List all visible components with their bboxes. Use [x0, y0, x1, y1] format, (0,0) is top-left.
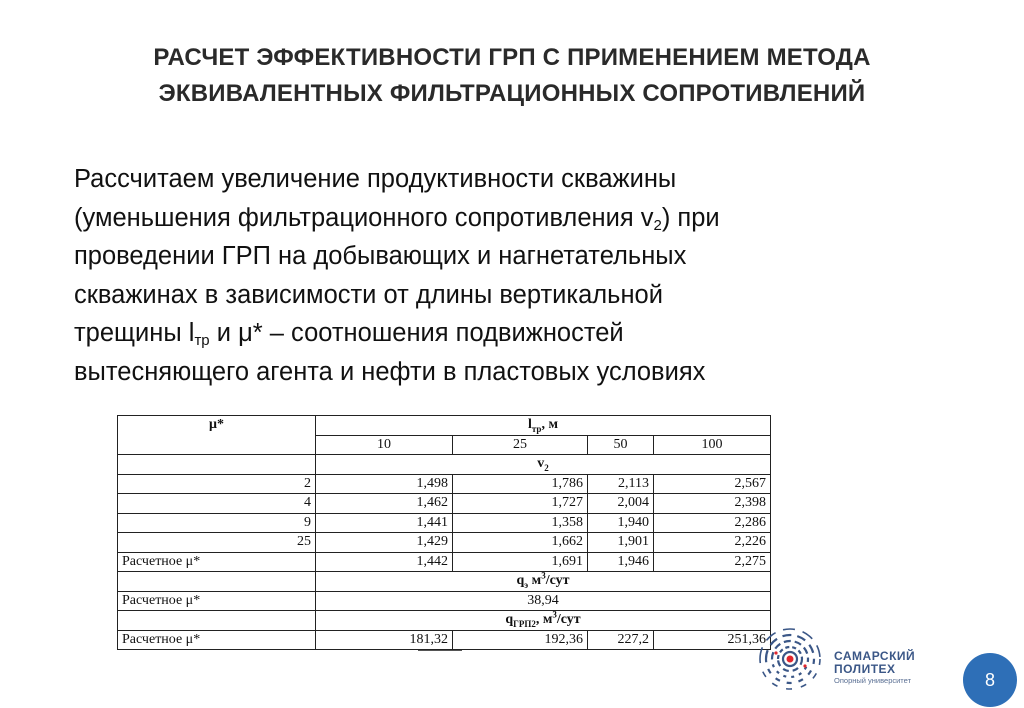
- slide-title: [0, 40, 1024, 112]
- v2-subscript: 2: [544, 463, 549, 474]
- calc-mu-value: 1,946: [588, 552, 654, 572]
- table-row: [118, 416, 771, 436]
- body-line-2: [74, 199, 934, 238]
- qgrp-value: 192,36: [453, 630, 588, 650]
- body-line-2-text: (уменьшения фильтрационного сопротивления v: [74, 203, 654, 232]
- calc-mu-value: 2,275: [654, 552, 771, 572]
- l-value: 10: [316, 435, 453, 455]
- q-unit: м: [528, 573, 542, 589]
- slide-title-line-2: ЭКВИВАЛЕНТНЫХ ФИЛЬТРАЦИОННЫХ СОПРОТИВЛЕНИЙ: [158, 80, 866, 107]
- logo-tagline: Опорный университет: [834, 676, 912, 685]
- v2-value: 1,940: [588, 513, 654, 533]
- empty-cell: [118, 455, 316, 475]
- l-value: 100: [654, 435, 771, 455]
- table-row: [118, 474, 771, 494]
- v2-value: 1,901: [588, 533, 654, 553]
- v2-value: 1,786: [453, 474, 588, 494]
- v2-value: 1,727: [453, 494, 588, 514]
- table-row: [118, 455, 771, 475]
- calc-mu-label: Расчетное μ*: [118, 552, 316, 572]
- qgrp-value: 181,32: [316, 630, 453, 650]
- v2-value: 2,286: [654, 513, 771, 533]
- body-line-2-text-end: ) при: [661, 203, 720, 232]
- q-subscript: э: [524, 580, 529, 591]
- logo-line-2: ПОЛИТЕХ: [834, 662, 896, 676]
- table-row: [118, 513, 771, 533]
- body-line-3: проведении ГРП на добывающих и нагнетательных: [74, 242, 687, 270]
- body-line-5: [74, 314, 934, 353]
- body-paragraph: [74, 160, 934, 391]
- body-line-2-subscript: 2: [653, 216, 662, 234]
- mu-value: 4: [118, 494, 316, 514]
- qgrp-unit: , м: [535, 612, 553, 628]
- body-line-5-text: трещины l: [74, 319, 195, 347]
- v2-value: 2,113: [588, 474, 654, 494]
- table-row: [118, 630, 771, 650]
- mu-value: 2: [118, 474, 316, 494]
- v2-value: 1,358: [453, 513, 588, 533]
- table-row: [118, 533, 771, 553]
- body-line-6: вытесняющего агента и нефти в пластовых условиях: [74, 357, 706, 386]
- q-symbol: q: [516, 573, 525, 589]
- v2-value: 2,226: [654, 533, 771, 553]
- l-header-subscript: тр: [531, 424, 542, 435]
- qgrp-superscript: 3: [552, 609, 557, 620]
- qgrp-subscript: ГРП2: [513, 619, 536, 630]
- empty-cell: [118, 572, 316, 592]
- v2-symbol: v: [537, 456, 545, 472]
- results-table: [117, 415, 771, 650]
- mu-header: μ*: [118, 416, 316, 455]
- l-header-symbol: l: [528, 417, 532, 433]
- v2-value: 2,567: [654, 474, 771, 494]
- qgrp-value: 251,36: [654, 630, 771, 650]
- table-row: [118, 494, 771, 514]
- slide-title-line-1: РАСЧЕТ ЭФФЕКТИВНОСТИ ГРП С ПРИМЕНЕНИЕМ МЕТОДА: [153, 44, 871, 71]
- q-value: 38,94: [316, 591, 771, 611]
- v2-value: 2,004: [588, 494, 654, 514]
- q-superscript: 3: [541, 570, 546, 581]
- l-value: 50: [588, 435, 654, 455]
- body-line-5-text-end: и μ* – соотношения подвижностей: [209, 319, 624, 347]
- qgrp-symbol: q: [505, 612, 514, 628]
- calc-mu-label: Расчетное μ*: [118, 591, 316, 611]
- v2-value: 1,662: [453, 533, 588, 553]
- body-line-5-subscript: тр: [194, 332, 210, 349]
- calc-mu-label: Расчетное μ*: [118, 630, 316, 650]
- calc-mu-value: 1,442: [316, 552, 453, 572]
- calc-mu-value: 1,691: [453, 552, 588, 572]
- v2-value: 1,429: [316, 533, 453, 553]
- logo-line-1: САМАРСКИЙ: [834, 649, 916, 663]
- l-header-unit: , м: [541, 417, 558, 433]
- v2-value: 2,398: [654, 494, 771, 514]
- logo-wordmark: [834, 650, 915, 676]
- mu-value: 25: [118, 533, 316, 553]
- q-unit-end: /сут: [545, 573, 570, 589]
- qgrp-value: 227,2: [588, 630, 654, 650]
- v2-value: 1,441: [316, 513, 453, 533]
- qgrp-header: [316, 611, 771, 631]
- q-header: [316, 572, 771, 592]
- l-value: 25: [453, 435, 588, 455]
- l-header: [316, 416, 771, 436]
- mu-value: 9: [118, 513, 316, 533]
- body-line-1: Рассчитаем увеличение продуктивности скважины: [74, 165, 677, 193]
- body-line-4: скважинах в зависимости от длины вертикальной: [74, 280, 663, 309]
- table-row: [118, 611, 771, 631]
- v2-header: [316, 455, 771, 475]
- table-row: [118, 572, 771, 592]
- divider: [418, 650, 462, 651]
- qgrp-unit-end: /сут: [556, 612, 581, 628]
- page-number-badge: 8: [963, 653, 1017, 707]
- empty-cell: [118, 611, 316, 631]
- table-row: [118, 552, 771, 572]
- table-row: [118, 591, 771, 611]
- v2-value: 1,498: [316, 474, 453, 494]
- v2-value: 1,462: [316, 494, 453, 514]
